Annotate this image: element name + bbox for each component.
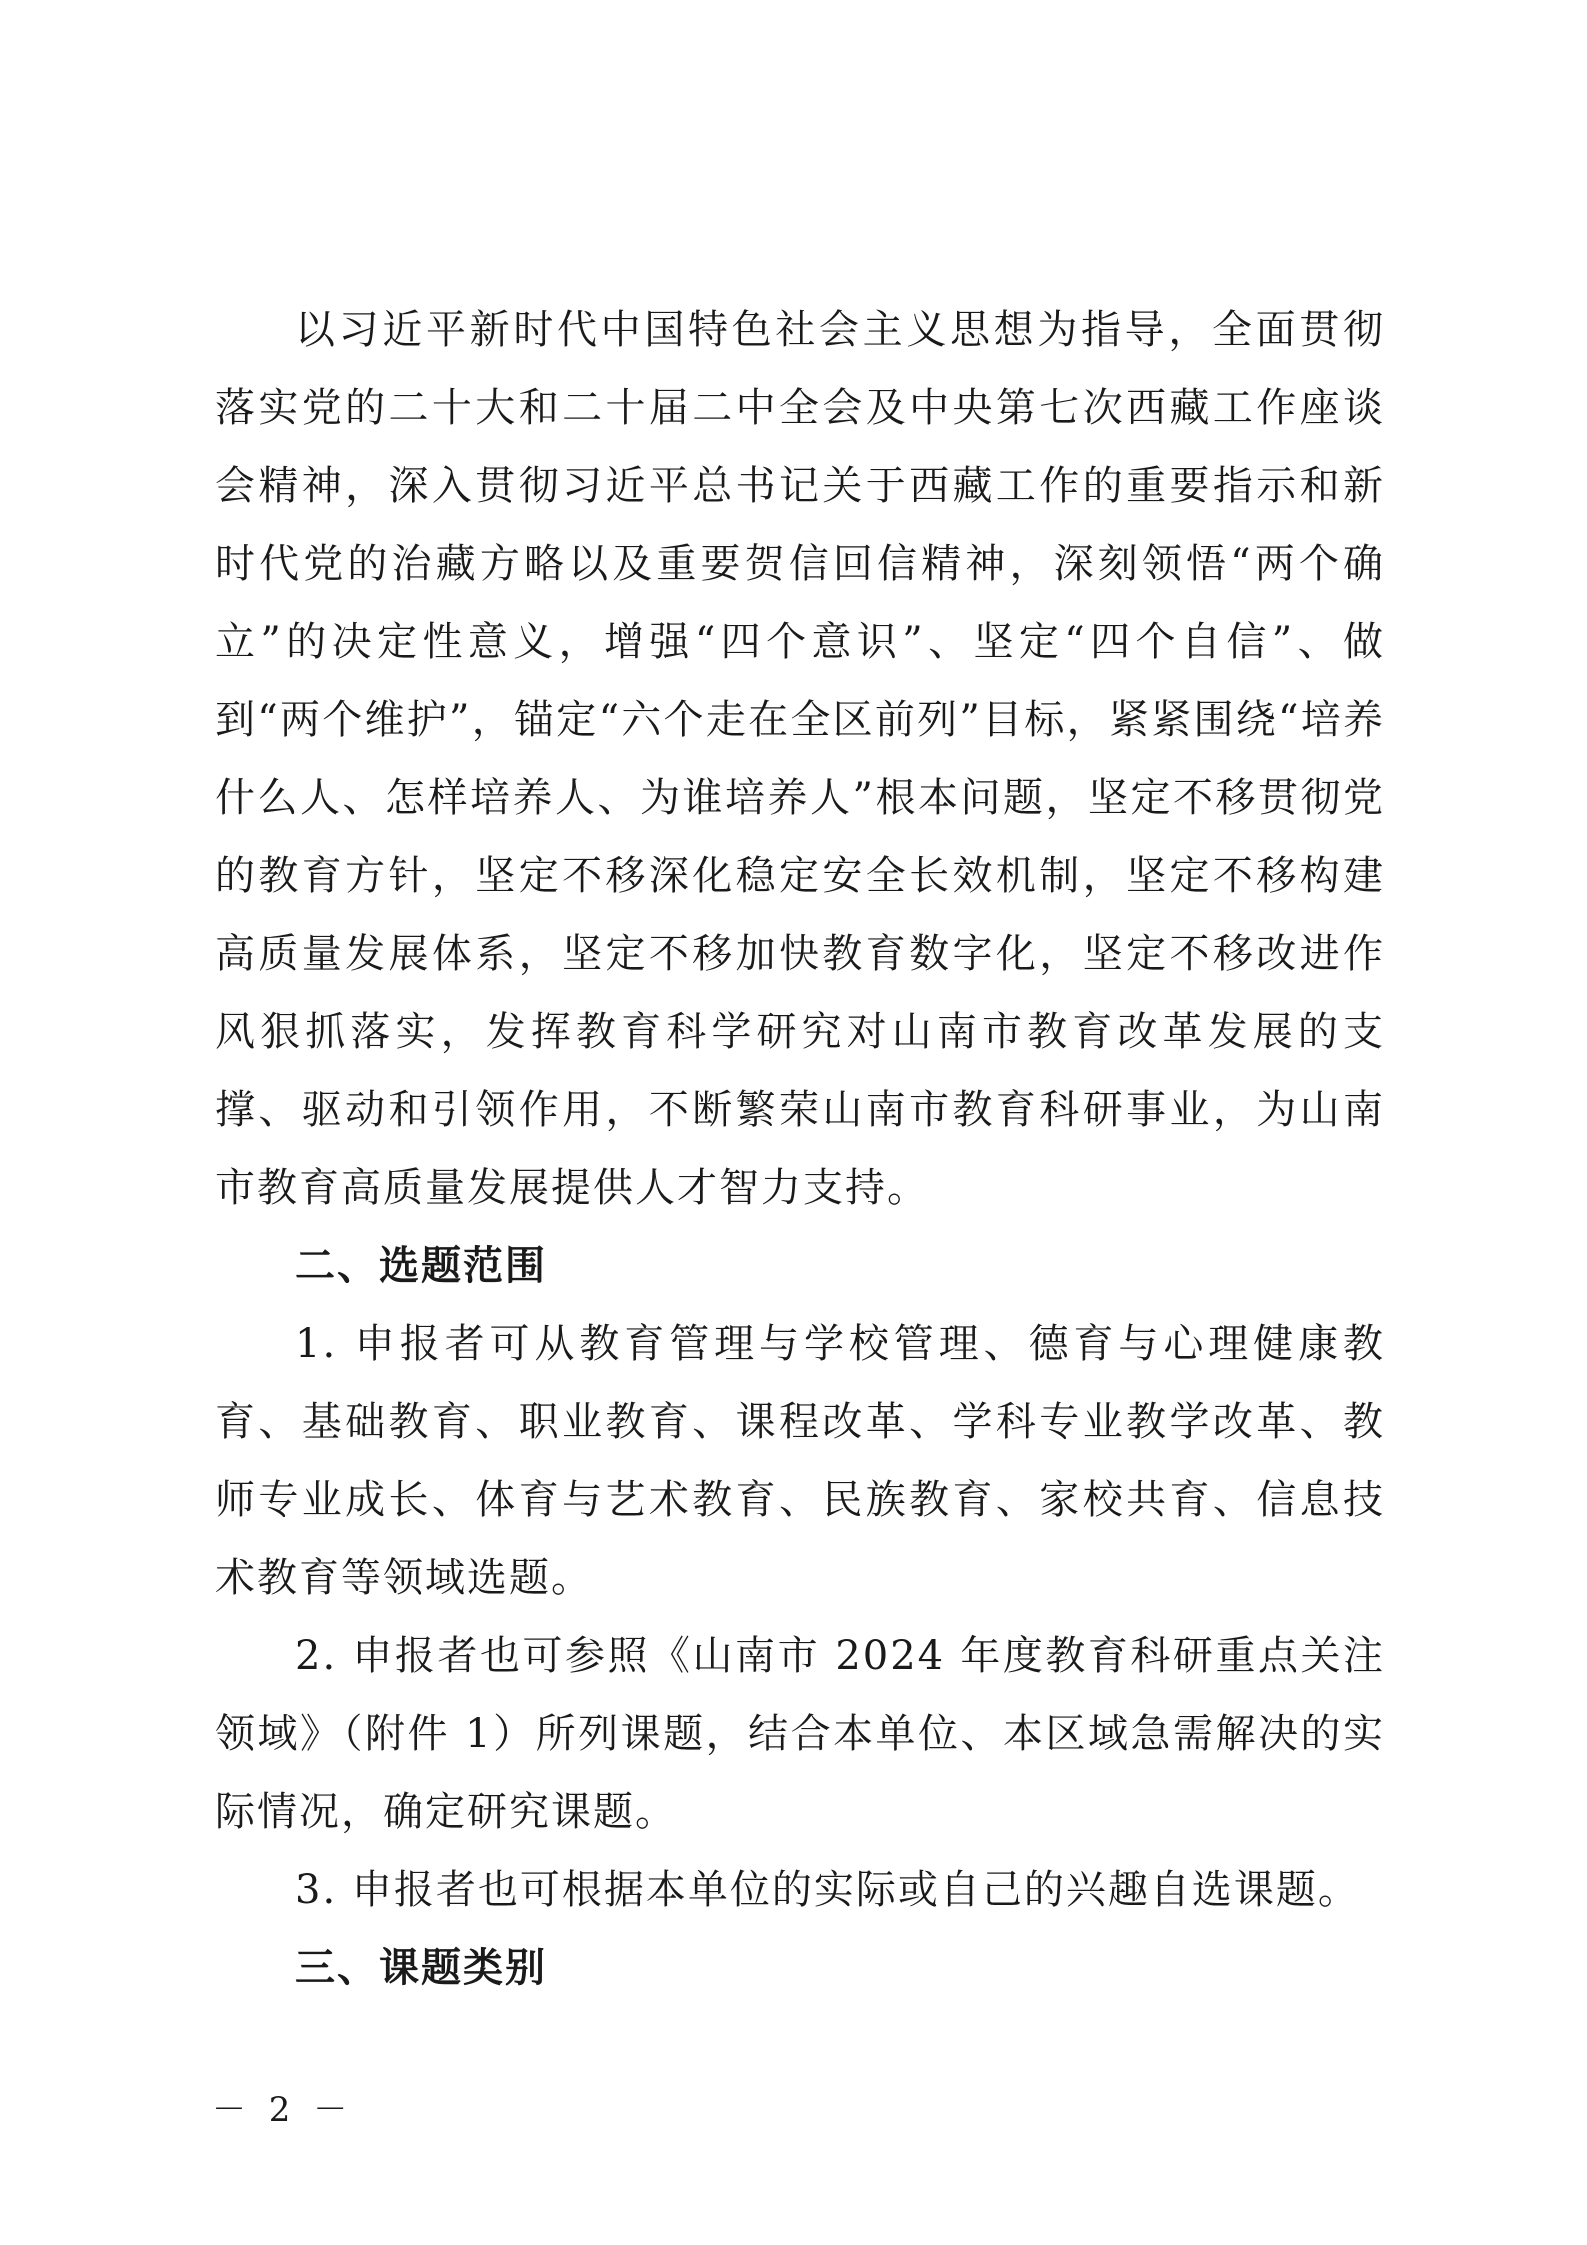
section-heading-topic-category: 三、课题类别 bbox=[295, 1945, 547, 1991]
topic-scope-item-2: 2. 申报者也可参照《山南市 2024 年度教育科研重点关注领域》（附件 1）所列课题，结合本单位、本区域急需解决的实际情况，确定研究课题。 bbox=[215, 1633, 1385, 1835]
section-heading-topic-scope: 二、选题范围 bbox=[295, 1243, 547, 1289]
document-body bbox=[215, 291, 1385, 2007]
topic-scope-item-3: 3. 申报者也可根据本单位的实际或自己的兴趣自选课题。 bbox=[295, 1867, 1360, 1913]
guiding-ideology-paragraph: 以习近平新时代中国特色社会主义思想为指导，全面贯彻落实党的二十大和二十届二中全会及中央第七次西藏工作座谈会精神，深入贯彻习近平总书记关于西藏工作的重要指示和新时代党的治藏方略以及重要贺信回信精神，深刻领悟“两个确立”的决定性意义，增强“四个意识”、坚定“四个自信”、做到“两个维护”，锚定“六个走在全区前列”目标，紧紧围绕“培养什么人、怎样培养人、为谁培养人”根本问题，坚定不移贯彻党的教育方针，坚定不移深化稳定安全长效机制，坚定不移构建高质量发展体系，坚定不移加快教育数字化，坚定不移改进作风狠抓落实，发挥教育科学研究对山南市教育改革发展的支撑、驱动和引领作用，不断繁荣山南市教育科研事业，为山南市教育高质量发展提供人才智力支持。 bbox=[215, 307, 1385, 1211]
page-number: － 2 － bbox=[212, 2090, 354, 2130]
topic-scope-item-1: 1. 申报者可从教育管理与学校管理、德育与心理健康教育、基础教育、职业教育、课程改革、学科专业教学改革、教师专业成长、体育与艺术教育、民族教育、家校共育、信息技术教育等领域选题。 bbox=[215, 1321, 1385, 1601]
